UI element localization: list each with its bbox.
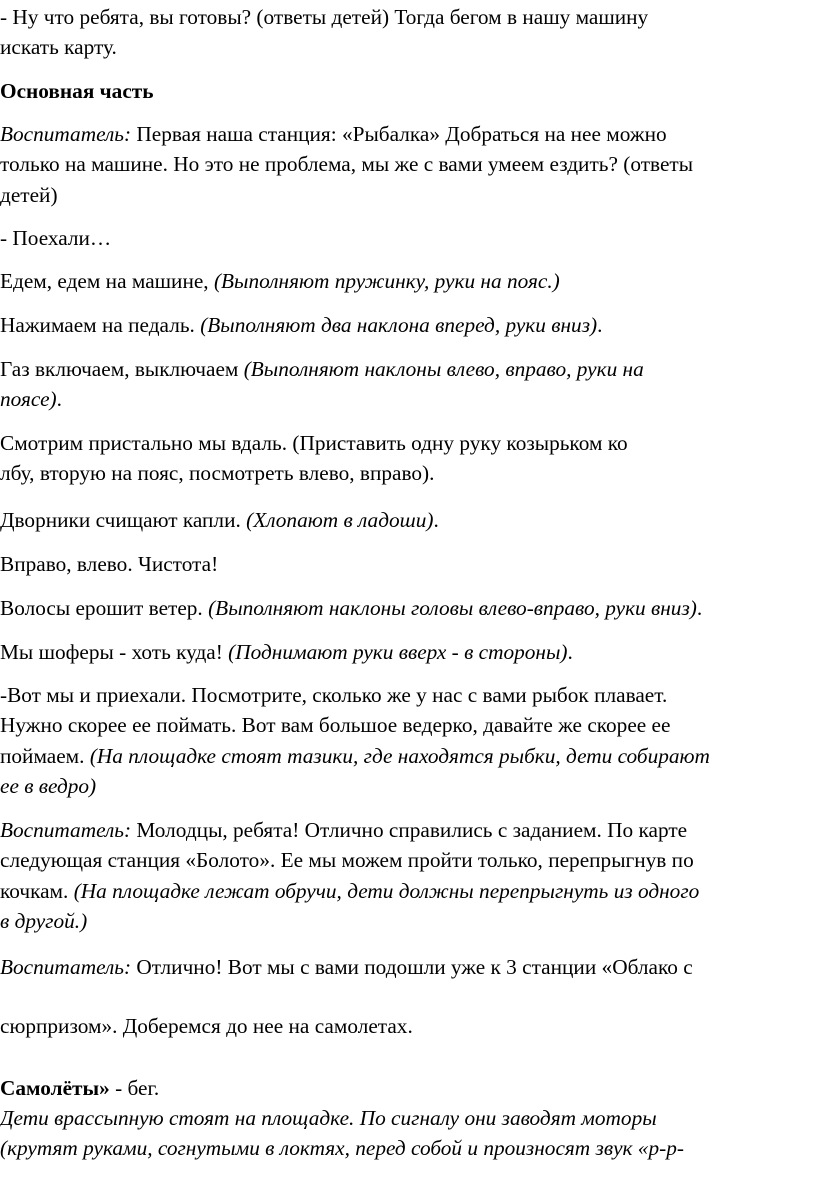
text-line: искать карту. bbox=[0, 35, 117, 60]
punctuation: . bbox=[696, 596, 703, 620]
action-note: (Выполняют два наклона вперед, руки вниз) bbox=[200, 313, 598, 337]
action-note: (Поднимают руки вверх - в стороны) bbox=[228, 640, 568, 664]
text-line: только на машине. Но это не проблема, мы же с вами умеем ездить? (ответы bbox=[0, 152, 694, 177]
text-segment: Отлично! Вот мы с вами подошли уже к 3 станции «Облако с bbox=[131, 955, 693, 979]
punctuation: . bbox=[56, 387, 62, 412]
game-title-paragraph bbox=[0, 1073, 812, 1103]
action-note: (На площадке стоят тазики, где находятся рыбки, дети собирают bbox=[89, 743, 710, 768]
text-segment: Молодцы, ребята! Отлично справились с заданием. По карте bbox=[131, 818, 688, 842]
poem-text: Дворники счищают капли. bbox=[0, 508, 247, 532]
poem-line-1 bbox=[0, 266, 812, 296]
role-label: Воспитатель: bbox=[0, 955, 132, 979]
punctuation: . bbox=[433, 508, 439, 532]
action-note: (На площадке лежат обручи, дети должны перепрыгнуть из одного bbox=[73, 878, 700, 903]
text-line: сюрпризом». Доберемся до нее на самолетах. bbox=[0, 1014, 413, 1038]
game-description bbox=[0, 1103, 812, 1164]
poem-line-5 bbox=[0, 505, 812, 535]
teacher-paragraph-3-cont bbox=[0, 1011, 812, 1041]
poem-text: Газ включаем, выключаем bbox=[0, 357, 244, 381]
action-note: (Выполняют наклоны головы влево-вправо, руки вниз) bbox=[208, 596, 697, 620]
text-segment: Первая наша станция: «Рыбалка» Добраться на нее можно bbox=[131, 122, 667, 146]
poem-text: Вправо, влево. Чистота! bbox=[0, 552, 219, 576]
text-segment: кочкам. bbox=[0, 878, 74, 903]
text-line: Нужно скорее ее поймать. Вот вам большое ведерко, давайте же скорее ее bbox=[0, 713, 671, 738]
action-note: в другой.) bbox=[0, 908, 88, 933]
poem-line-2 bbox=[0, 310, 812, 340]
poem-text: Мы шоферы - хоть куда! bbox=[0, 640, 229, 664]
punctuation: . bbox=[597, 313, 603, 337]
text-line: лбу, вторую на пояс, посмотреть влево, вправо). bbox=[0, 461, 435, 486]
poem-text: Нажимаем на педаль. bbox=[0, 313, 201, 337]
action-note: (Выполняют наклоны влево, вправо, руки на bbox=[243, 357, 644, 381]
heading-text: Основная часть bbox=[0, 79, 154, 103]
game-title: Самолёты» bbox=[0, 1076, 110, 1100]
section-heading bbox=[0, 76, 812, 106]
text-line: - Поехали… bbox=[0, 226, 112, 250]
teacher-paragraph-2 bbox=[0, 815, 812, 936]
poem-line-7 bbox=[0, 593, 812, 623]
text-line: Дети врассыпную стоят на площадке. По сигналу они заводят моторы bbox=[0, 1106, 657, 1130]
text-line: -Вот мы и приехали. Посмотрите, сколько же у нас с вами рыбок плавает. bbox=[0, 683, 668, 707]
text-line: (крутят руками, согнутыми в локтях, перед собой и произносят звук «р-р- bbox=[0, 1136, 684, 1161]
action-note: поясе) bbox=[0, 387, 57, 412]
poem-line-3 bbox=[0, 354, 812, 415]
fishing-paragraph bbox=[0, 680, 812, 801]
intro-paragraph bbox=[0, 2, 812, 63]
text-line: детей) bbox=[0, 182, 58, 207]
text-segment: поймаем. bbox=[0, 743, 90, 768]
role-label: Воспитатель: bbox=[0, 818, 132, 842]
punctuation: . bbox=[567, 640, 573, 664]
action-note: ее в ведро) bbox=[0, 773, 97, 798]
poem-text: Волосы ерошит ветер. bbox=[0, 596, 209, 620]
teacher-paragraph-1 bbox=[0, 119, 812, 210]
poem-text: Едем, едем на машине, bbox=[0, 269, 214, 293]
action-note: (Хлопают в ладоши) bbox=[246, 508, 434, 532]
poem-line-8 bbox=[0, 637, 812, 667]
poem-line-6 bbox=[0, 549, 812, 579]
go-paragraph bbox=[0, 223, 812, 253]
text-line: - Ну что ребята, вы готовы? (ответы детей) Тогда бегом в нашу машину bbox=[0, 5, 649, 29]
poem-line-4 bbox=[0, 428, 812, 489]
teacher-paragraph-3 bbox=[0, 952, 812, 982]
text-segment: - бег. bbox=[109, 1076, 160, 1100]
role-label: Воспитатель: bbox=[0, 122, 132, 146]
action-note: (Выполняют пружинку, руки на пояс.) bbox=[213, 269, 560, 293]
text-line: следующая станция «Болото». Ее мы можем пройти только, перепрыгнув по bbox=[0, 848, 694, 873]
text-line: Смотрим пристально мы вдаль. (Приставить одну руку козырьком ко bbox=[0, 431, 628, 455]
